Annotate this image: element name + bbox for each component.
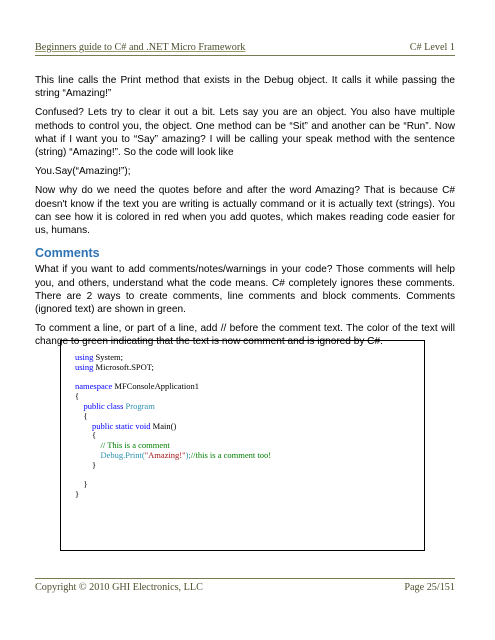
code-brace: { (83, 410, 88, 421)
page-header (35, 42, 455, 56)
code-brace: { (75, 391, 80, 402)
code-line (75, 490, 424, 500)
paragraph: This line calls the Print method that exists in the Debug object. It calls it while passing the string “Amazing!” (35, 75, 455, 100)
code-keyword: using (75, 352, 94, 362)
code-comment: // This is a comment (100, 440, 170, 451)
code-line (75, 480, 424, 490)
code-line (75, 461, 424, 471)
code-text: MFConsoleApplication1 (112, 381, 199, 392)
code-keyword: public class (83, 400, 124, 411)
code-call-end: ); (185, 449, 191, 460)
code-string: "Amazing!" (144, 449, 186, 460)
code-example-inline: You.Say(“Amazing!”); (35, 166, 131, 178)
code-keyword: public static void (92, 420, 151, 431)
code-type: Program (123, 400, 155, 411)
code-brace: } (75, 489, 80, 500)
code-block (60, 340, 425, 551)
header-level: C# Level 1 (409, 42, 455, 53)
code-brace: } (92, 459, 97, 470)
code-text: Microsoft.SPOT; (93, 361, 154, 372)
section-heading: Comments (35, 246, 100, 261)
code-line (75, 402, 424, 412)
code-line (75, 382, 424, 392)
code-comment: //this is a comment too! (190, 449, 272, 460)
header-title: Beginners guide to C# and .NET Micro Framework (35, 42, 246, 53)
code-line (75, 451, 424, 461)
paragraph: What if you want to add comments/notes/warnings in your code? Those comments will help you, and others, understand what the code means. C# completely ignores these comments. There are 2 ways to create comments, line comments and block comments. Comments (ignored text) are shown in green. (35, 264, 455, 316)
code-call: Debug.Print( (100, 449, 145, 460)
code-brace: } (83, 479, 88, 490)
page-footer (35, 578, 455, 593)
page-number: Page 25/151 (404, 582, 455, 593)
paragraph: To comment a line, or part of a line, add // before the comment text. The color of the text will change to green indicating that the text is now comment and is ignored by C#. (35, 323, 455, 348)
code-line-blank (75, 471, 424, 481)
code-keyword: namespace (75, 381, 113, 392)
page-content (35, 74, 455, 355)
paragraph: Confused? Lets try to clear it out a bit. Lets say you are an object. You also have multiple methods to control you, the object. One method can be “Sit” and another can be “Run”. Now what if I want you to “Say” amazing? I will be calling your speak method with the sentence (string) “Amazing!”. So the code will look like (35, 107, 455, 159)
code-brace: { (92, 430, 97, 441)
code-keyword: using (75, 361, 94, 372)
code-text: Main() (150, 420, 177, 431)
footer-copyright: Copyright © 2010 GHI Electronics, LLC (35, 582, 203, 593)
code-text: System; (93, 352, 123, 362)
paragraph: Now why do we need the quotes before and after the word Amazing? That is because C# doesn't know if the text you are writing is actually command or it is actually text (strings). You can see how it is colored in red when you add quotes, which makes reading code easier for us, humans. (35, 185, 455, 237)
code-line (75, 422, 424, 432)
code-line (75, 363, 424, 373)
